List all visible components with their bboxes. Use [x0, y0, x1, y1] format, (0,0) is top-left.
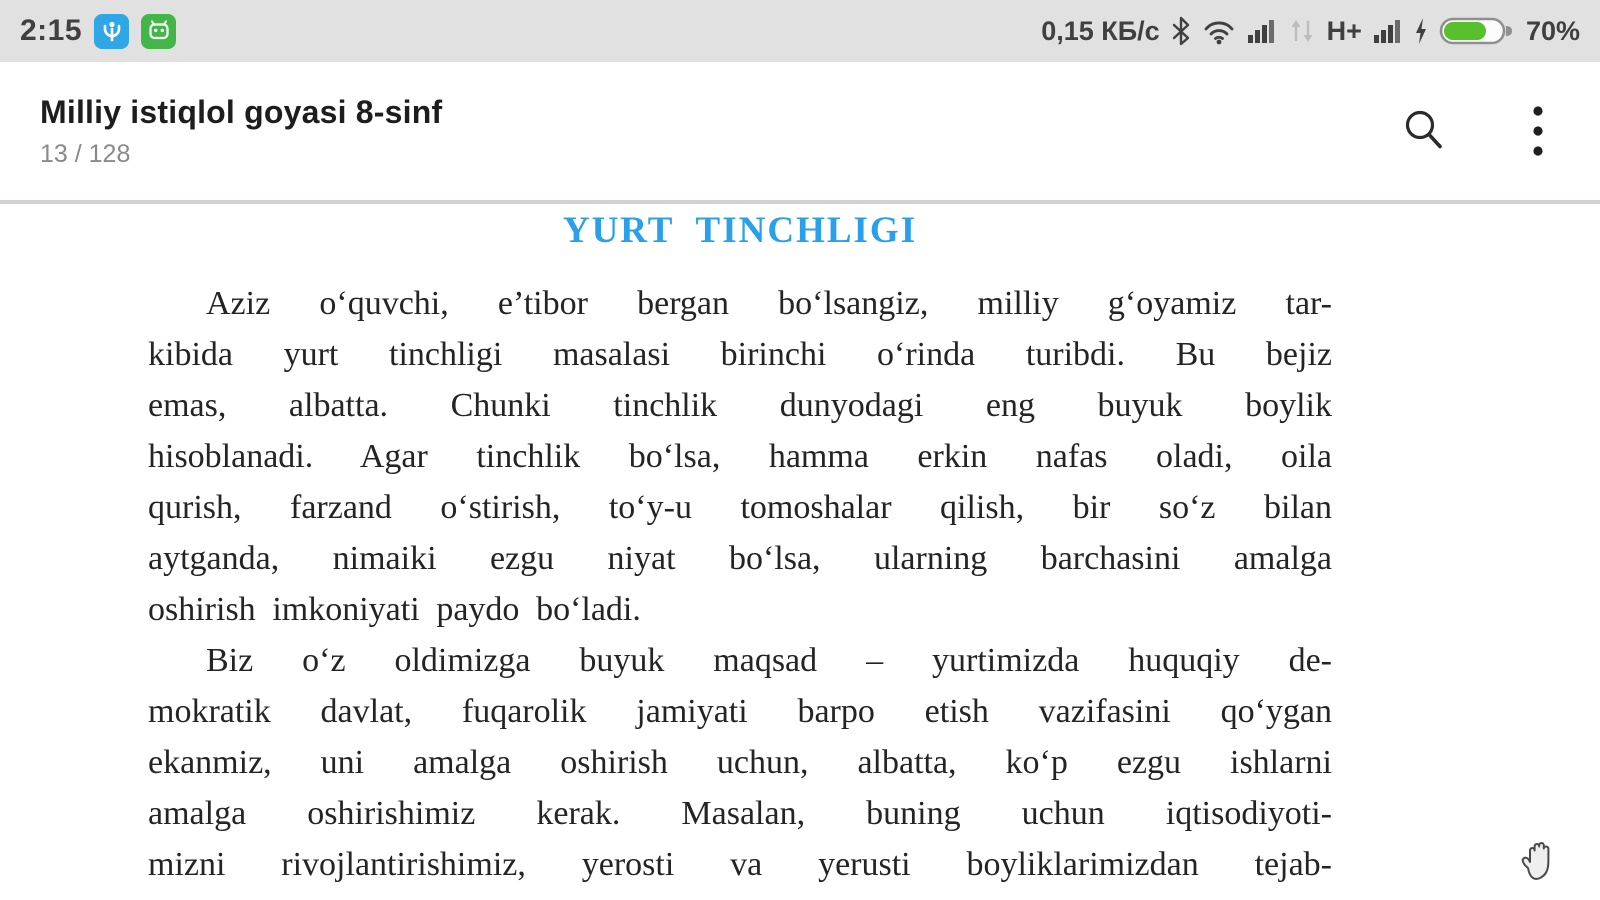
bluetooth-icon	[1171, 16, 1191, 46]
charging-bolt-icon	[1414, 17, 1428, 45]
page-indicator: 13 / 128	[40, 139, 131, 168]
clock: 2:15	[20, 14, 83, 47]
document-title: Milliy istiqlol goyasi 8-sinf	[40, 93, 443, 130]
battery-icon	[1439, 14, 1515, 48]
status-bar-right	[1041, 14, 1580, 48]
network-speed: 0,15 КБ/с	[1041, 15, 1160, 46]
document-page[interactable]	[0, 204, 1600, 890]
signal-bars-icon-2	[1373, 18, 1403, 44]
text-line: oshirish imkoniyati paydo bo‘ladi.	[148, 591, 641, 628]
document-column	[148, 209, 1332, 890]
text-line: ekanmiz, uni amalga oshirish uchun, albatta, ko‘p ezgu ishlarni	[148, 744, 1332, 781]
text-line: emas, albatta. Chunki tinchlik dunyodagi eng buyuk boylik	[148, 387, 1332, 424]
text-line: hisoblanadi. Agar tinchlik bo‘lsa, hamma erkin nafas oladi, oila	[148, 438, 1332, 475]
text-line: mokratik davlat, fuqarolik jamiyati barpo etish vazifasini qo‘ygan	[148, 693, 1332, 730]
app-notification-icon	[141, 14, 176, 49]
battery-percent-label: 70%	[1525, 15, 1580, 46]
text-line: mizni rivojlantirishimiz, yerosti va yerusti boyliklarimizdan tejab-	[148, 846, 1332, 883]
search-button[interactable]	[1398, 105, 1450, 157]
body-text	[148, 278, 1332, 890]
search-icon	[1401, 108, 1447, 154]
text-line: amalga oshirishimiz kerak. Masalan, buning uchun iqtisodiyoti-	[148, 795, 1332, 832]
text-line: aytganda, nimaiki ezgu niyat bo‘lsa, ularning barchasini amalga	[148, 540, 1332, 577]
network-activity-arrows-icon	[1288, 19, 1316, 43]
text-line: kibida yurt tinchligi masalasi birinchi o‘rinda turibdi. Bu bejiz	[148, 336, 1332, 373]
app-bar	[0, 62, 1600, 200]
more-vert-icon	[1532, 103, 1544, 159]
status-bar-left	[20, 14, 176, 49]
grab-hand-cursor	[1516, 836, 1562, 891]
chapter-title: YURT TINCHLIGI	[562, 210, 918, 251]
app-bar-actions	[1398, 105, 1564, 157]
text-line: qurish, farzand o‘stirish, to‘y-u tomoshalar qilish, bir so‘z bilan	[148, 489, 1332, 526]
text-line: Aziz o‘quvchi, e’tibor bergan bo‘lsangiz, milliy g‘oyamiz tar-	[206, 285, 1332, 322]
psiphon-notification-icon	[94, 14, 129, 49]
signal-bars-icon	[1247, 18, 1277, 44]
more-options-button[interactable]	[1512, 105, 1564, 157]
network-type-label: H+	[1326, 15, 1362, 46]
status-bar	[0, 0, 1600, 62]
text-line: Biz o‘z oldimizga buyuk maqsad – yurtimizda huquqiy de-	[206, 642, 1332, 679]
wifi-icon	[1202, 18, 1236, 45]
app-bar-titles	[40, 94, 442, 169]
